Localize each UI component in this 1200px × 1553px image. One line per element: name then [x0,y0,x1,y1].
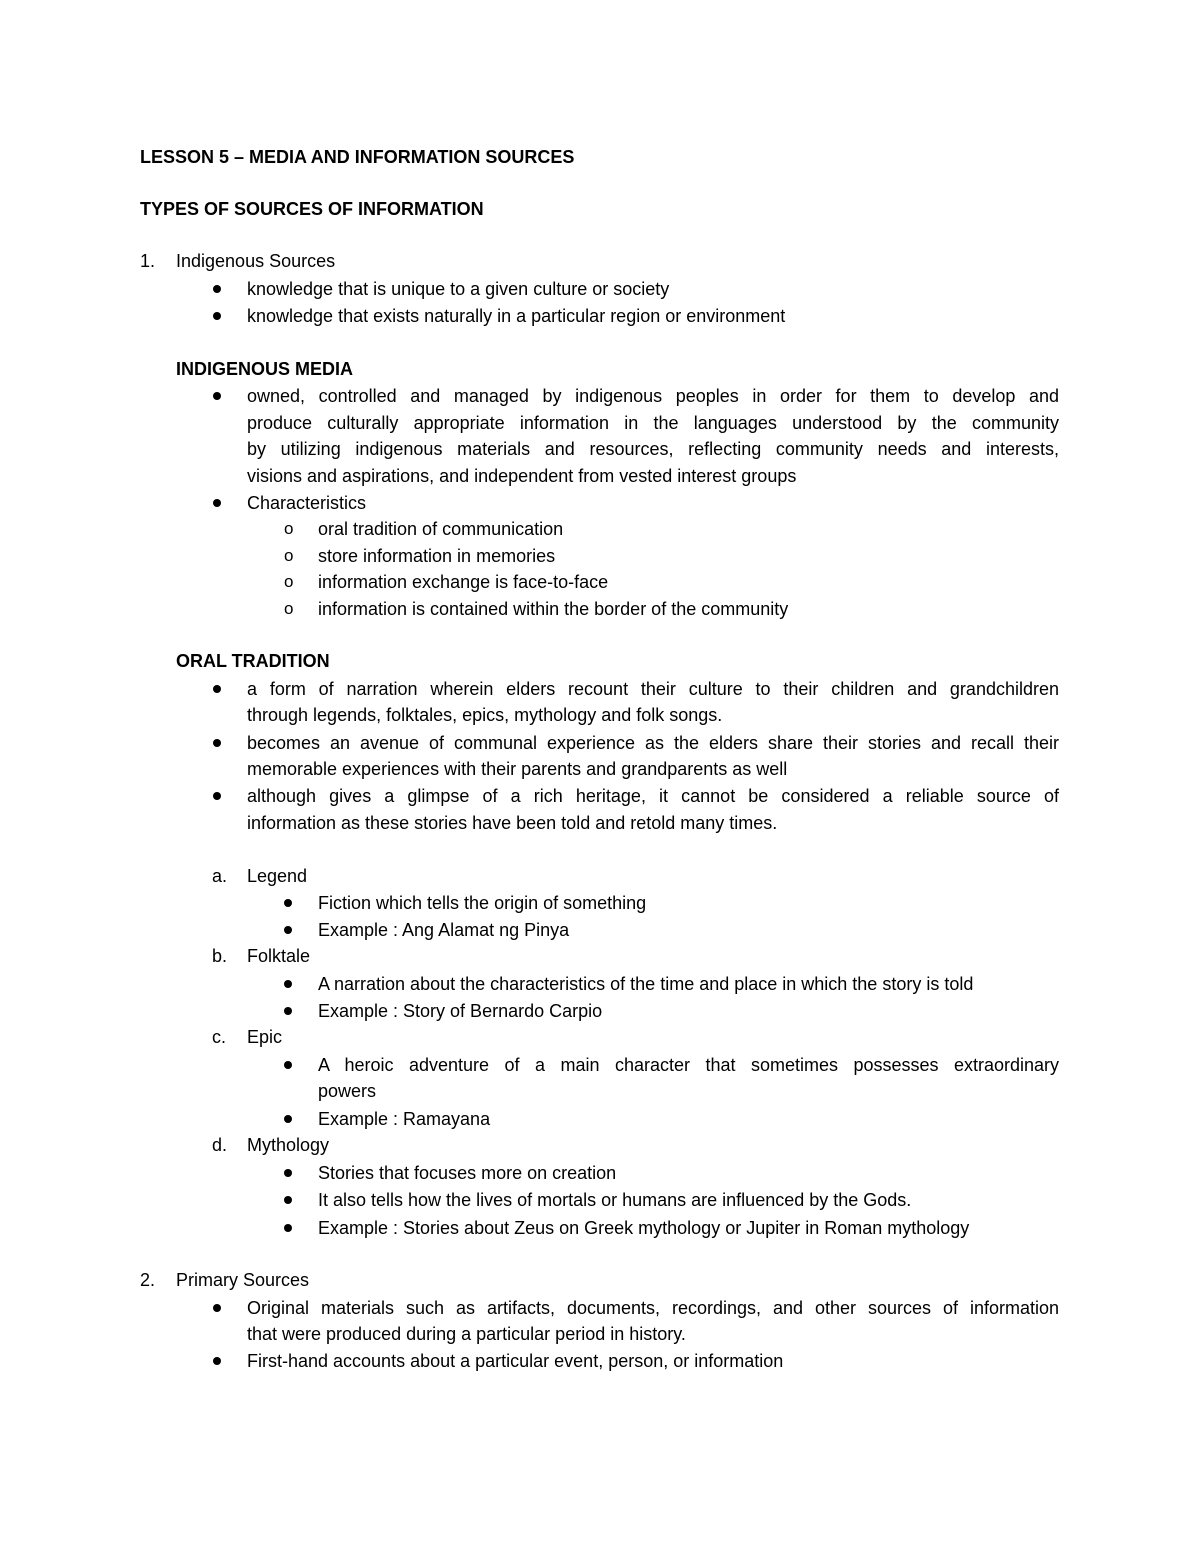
bullet-icon [213,285,221,293]
circle-bullet-icon: o [284,599,294,618]
paragraph-line: by utilizing indigenous materials and resources, reflecting community needs and interests, [247,439,1059,459]
primary-sources-label: Primary Sources [176,1270,310,1290]
folktale-label: Folktale [247,946,311,966]
list-item: Example : Ang Alamat ng Pinya [318,920,570,940]
bullet-icon [213,499,221,507]
list-item: First-hand accounts about a particular event, person, or information [247,1351,784,1371]
bullet-icon [213,312,221,320]
list-item: knowledge that is unique to a given culture or society [247,279,670,299]
bullet-icon [213,1357,221,1365]
bullet-icon [284,926,292,934]
bullet-icon [213,392,221,400]
paragraph-line: a form of narration wherein elders recount their culture to their children and grandchildren [247,679,1059,699]
paragraph-line: A heroic adventure of a main character that sometimes possesses extraordinary [318,1055,1059,1075]
epic-label: Epic [247,1027,283,1047]
mythology-label: Mythology [247,1135,330,1155]
circle-bullet-icon: o [284,519,294,538]
list-letter: c. [212,1027,227,1047]
list-item: oral tradition of communication [318,519,564,539]
list-item: Fiction which tells the origin of something [318,893,647,913]
list-item: Example : Ramayana [318,1109,491,1129]
bullet-icon [284,1007,292,1015]
paragraph-line: visions and aspirations, and independent from vested interest groups [247,466,797,486]
paragraph-line: through legends, folktales, epics, mythology and folk songs. [247,705,723,725]
indigenous-sources-label: Indigenous Sources [176,251,336,271]
paragraph-line: owned, controlled and managed by indigenous peoples in order for them to develop and [247,386,1059,406]
list-letter: d. [212,1135,228,1155]
list-number: 1. [140,251,156,271]
paragraph-line: becomes an avenue of communal experience as the elders share their stories and recall their [247,733,1059,753]
paragraph-line: produce culturally appropriate information in the languages understood by the community [247,413,1059,433]
list-item: It also tells how the lives of mortals or humans are influenced by the Gods. [318,1190,912,1210]
paragraph-line: although gives a glimpse of a rich heritage, it cannot be considered a reliable source of [247,786,1059,806]
paragraph-line: information as these stories have been told and retold many times. [247,813,778,833]
list-item: Example : Stories about Zeus on Greek mythology or Jupiter in Roman mythology [318,1218,970,1238]
list-item: knowledge that exists naturally in a particular region or environment [247,306,786,326]
list-item: store information in memories [318,546,556,566]
list-number: 2. [140,1270,156,1290]
paragraph-line: that were produced during a particular period in history. [247,1324,686,1344]
list-letter: a. [212,866,228,886]
bullet-icon [213,792,221,800]
bullet-icon [213,1304,221,1312]
paragraph-line: Original materials such as artifacts, documents, recordings, and other sources of information [247,1298,1059,1318]
section-subtitle: TYPES OF SOURCES OF INFORMATION [140,199,484,219]
bullet-icon [284,1115,292,1123]
bullet-icon [284,1224,292,1232]
circle-bullet-icon: o [284,546,294,565]
bullet-icon [213,685,221,693]
paragraph-line: powers [318,1081,377,1101]
legend-label: Legend [247,866,308,886]
bullet-icon [284,1061,292,1069]
list-item: Example : Story of Bernardo Carpio [318,1001,603,1021]
bullet-icon [284,899,292,907]
list-letter: b. [212,946,228,966]
lesson-title: LESSON 5 – MEDIA AND INFORMATION SOURCES [140,147,575,167]
paragraph-line: memorable experiences with their parents and grandparents as well [247,759,788,779]
bullet-icon [284,980,292,988]
oral-tradition-heading: ORAL TRADITION [176,651,330,671]
bullet-icon [284,1196,292,1204]
characteristics-label: Characteristics [247,493,367,513]
list-item: information is contained within the border of the community [318,599,789,619]
list-item: information exchange is face-to-face [318,572,609,592]
bullet-icon [284,1169,292,1177]
indigenous-media-heading: INDIGENOUS MEDIA [176,359,354,379]
circle-bullet-icon: o [284,572,294,591]
list-item: Stories that focuses more on creation [318,1163,617,1183]
list-item: A narration about the characteristics of the time and place in which the story is told [318,974,974,994]
bullet-icon [213,739,221,747]
